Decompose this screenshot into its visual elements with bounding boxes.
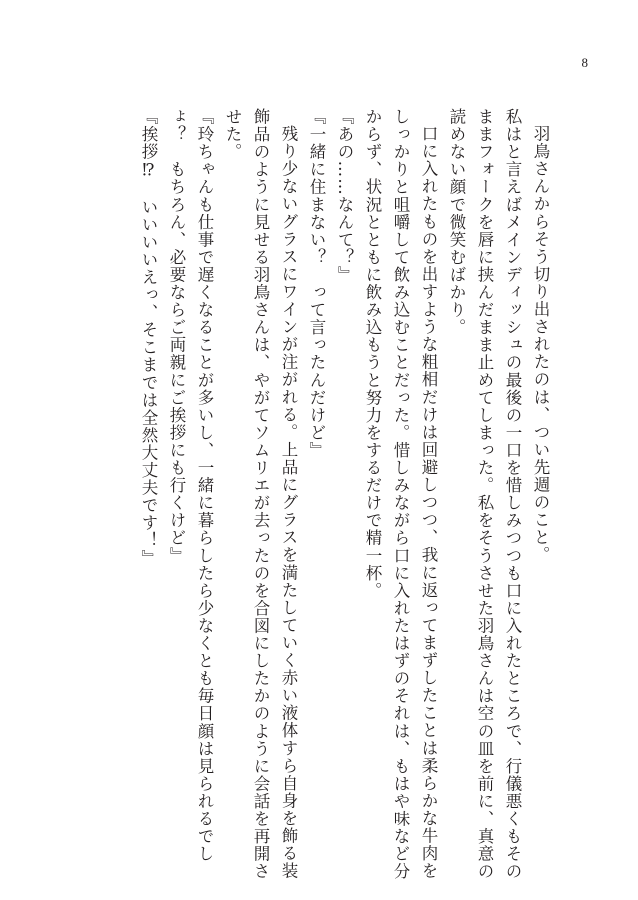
dialogue-line: 『玲ちゃんも仕事で遅くなることが多いし、一緒に暮らしたら少なくとも毎日顔は見られるでしょ？ もちろん、必要ならご両親にご挨拶にも行くけど』 [167, 108, 214, 863]
dialogue-line: 『挨拶⁉ いいいいえっ、そこまでは全然大丈夫です！』 [139, 108, 158, 567]
dialogue-line: 『あの……なんて？』 [335, 108, 354, 284]
paragraph: 私はと言えばメインディッシュの最後の一口を惜しみつつも口に入れたところで、行儀悪くもそのままフォークを唇に挟んだまま止めてしまった。私をそうさせた羽鳥さんは空の皿を前に、真意の読めない顔で微笑むばかり。 [447, 108, 522, 881]
page-number: 8 [581, 55, 588, 70]
paragraph: 口に入れたものを出すような粗相だけは回避しつつ、我に返ってまずしたことは柔らかな牛肉をしっかりと咀嚼して飲み込むことだった。惜しみながら口に入れたはずのそれは、もはや味など分からず、状況とともに飲み込もうと努力をするだけで精一杯。 [363, 108, 438, 881]
body-text [134, 108, 554, 888]
dialogue-line: 『一緒に住まない？ って言ったんだけど』 [307, 108, 326, 459]
paragraph: 残り少ないグラスにワインが注がれる。上品にグラスを満たしていく赤い液体すら自身を飾る装飾品のように見せる羽鳥さんは、やがてソムリエが去ったのを合図にしたかのように会話を再開させた。 [223, 108, 298, 881]
paragraph: 羽鳥さんからそう切り出されたのは、つい先週のこと。 [531, 124, 550, 564]
